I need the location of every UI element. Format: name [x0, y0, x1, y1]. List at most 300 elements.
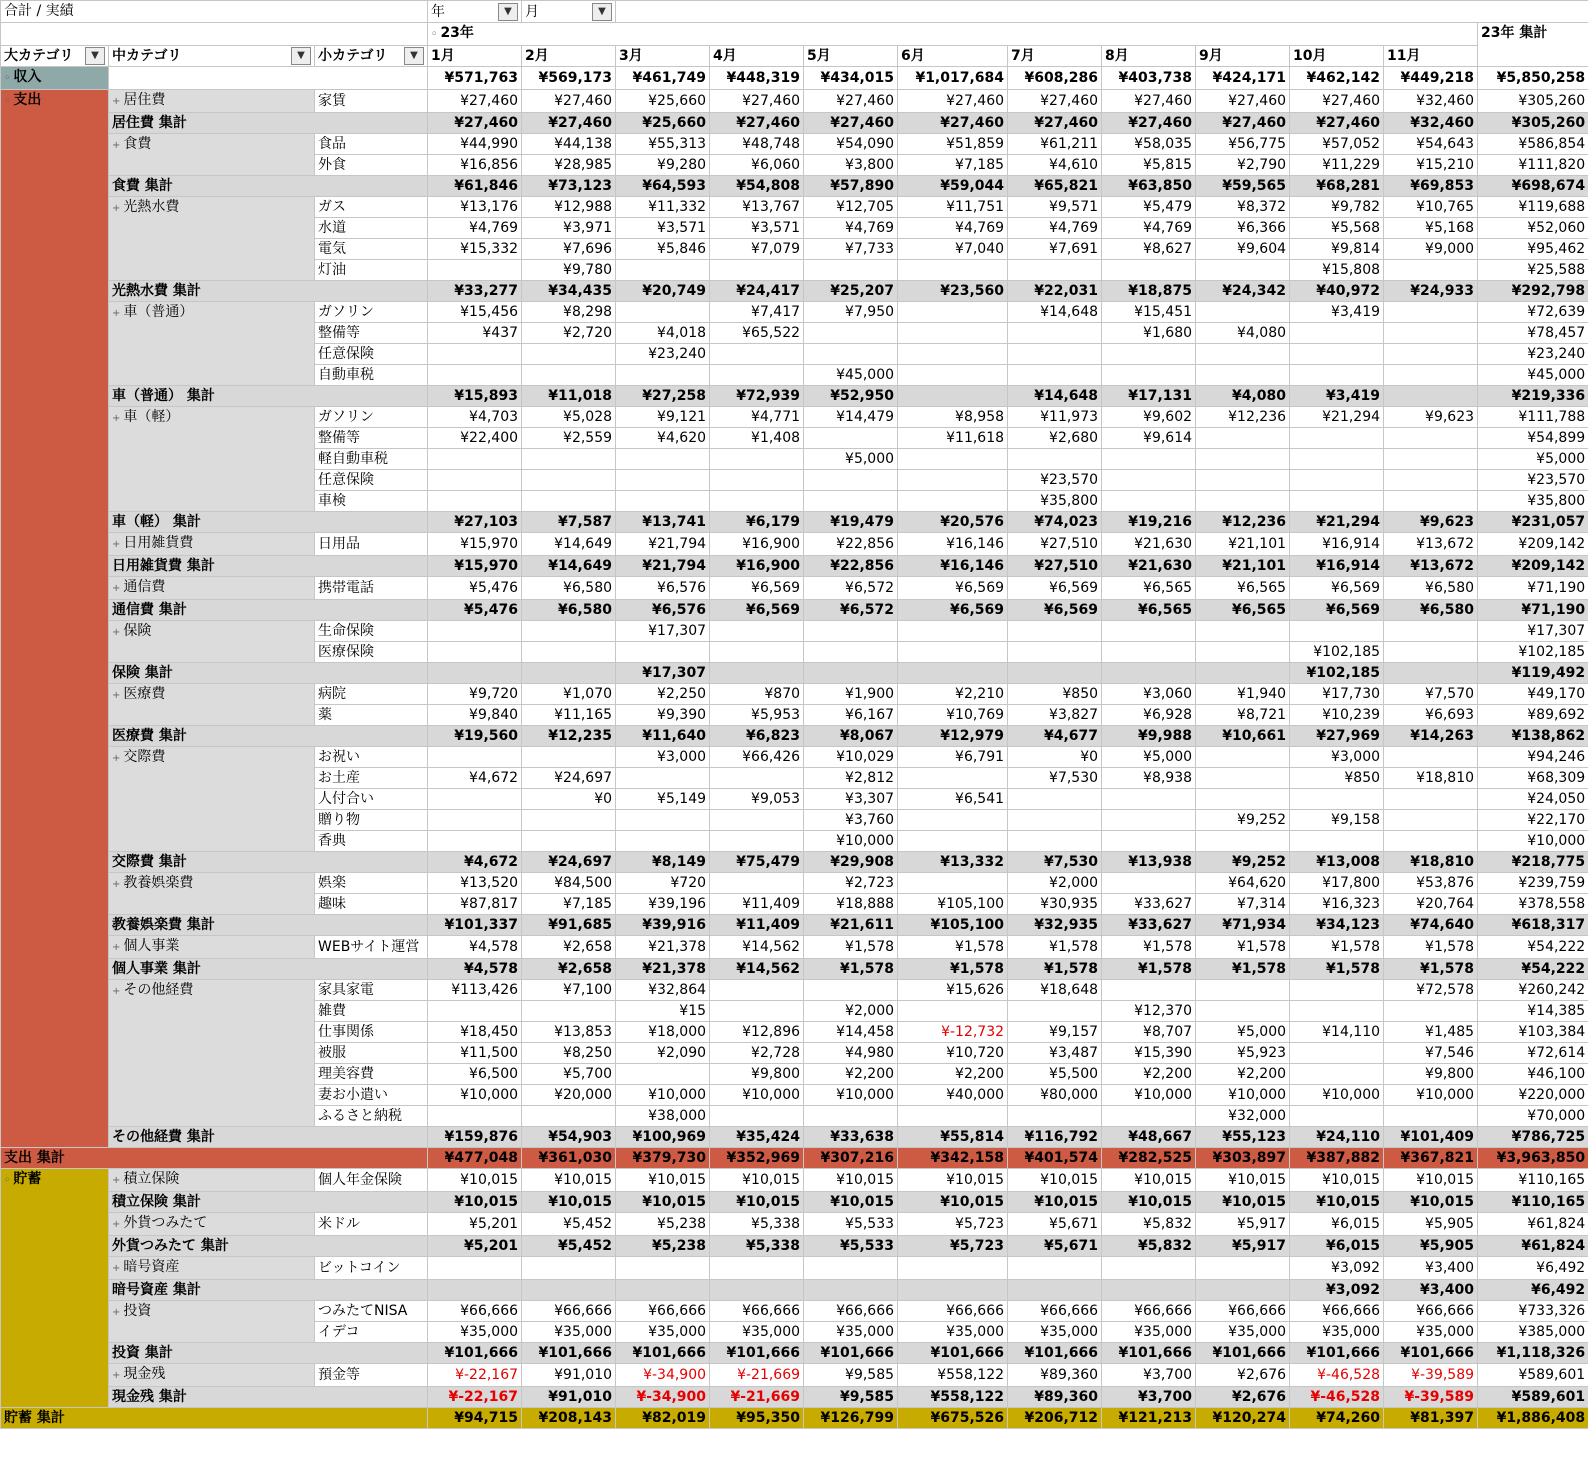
year-total-cell[interactable]: ¥219,336 [1478, 386, 1588, 407]
value-cell[interactable]: ¥4,980 [804, 1043, 898, 1064]
value-cell[interactable]: ¥17,800 [1290, 873, 1384, 894]
value-cell[interactable] [710, 831, 804, 852]
value-cell[interactable] [898, 1001, 1008, 1022]
value-cell[interactable]: ¥850 [1008, 684, 1102, 705]
expand-toggle-icon[interactable]: + [112, 539, 121, 550]
year-total-cell[interactable]: ¥24,050 [1478, 789, 1588, 810]
middle-category-cell[interactable] [109, 936, 315, 959]
value-cell[interactable]: ¥7,546 [1384, 1043, 1478, 1064]
year-total-cell[interactable]: ¥111,788 [1478, 407, 1588, 428]
value-cell[interactable]: ¥12,370 [1102, 1001, 1196, 1022]
value-cell[interactable]: ¥27,510 [1008, 556, 1102, 577]
value-cell[interactable]: ¥448,319 [710, 67, 804, 90]
minor-category-cell[interactable]: 車検 [315, 491, 428, 512]
value-cell[interactable]: ¥5,671 [1008, 1213, 1102, 1236]
year-total-cell[interactable]: ¥23,240 [1478, 344, 1588, 365]
value-cell[interactable]: ¥19,216 [1102, 512, 1196, 533]
value-cell[interactable]: ¥5,338 [710, 1236, 804, 1257]
value-cell[interactable]: ¥282,525 [1102, 1148, 1196, 1169]
value-cell[interactable]: ¥7,100 [522, 980, 616, 1001]
value-cell[interactable]: ¥73,123 [522, 176, 616, 197]
value-cell[interactable] [710, 1280, 804, 1301]
value-cell[interactable] [1102, 491, 1196, 512]
value-cell[interactable] [522, 491, 616, 512]
filter-dropdown-icon[interactable]: ▼ [85, 47, 105, 65]
value-cell[interactable]: ¥12,236 [1196, 407, 1290, 428]
value-cell[interactable] [1384, 642, 1478, 663]
value-cell[interactable]: ¥48,667 [1102, 1127, 1196, 1148]
value-cell[interactable]: ¥1,578 [1102, 936, 1196, 959]
value-cell[interactable] [1008, 365, 1102, 386]
year-total-cell[interactable]: ¥14,385 [1478, 1001, 1588, 1022]
value-cell[interactable] [428, 491, 522, 512]
expand-toggle-icon[interactable]: + [112, 1370, 121, 1381]
value-cell[interactable]: ¥13,332 [898, 852, 1008, 873]
middle-category-cell[interactable] [109, 1213, 315, 1236]
value-cell[interactable]: ¥101,666 [1290, 1343, 1384, 1364]
value-cell[interactable] [1384, 1001, 1478, 1022]
value-cell[interactable]: ¥11,973 [1008, 407, 1102, 428]
value-cell[interactable]: ¥6,569 [710, 577, 804, 600]
value-cell[interactable]: ¥84,500 [522, 873, 616, 894]
value-cell[interactable]: ¥19,560 [428, 726, 522, 747]
value-cell[interactable]: ¥15 [616, 1001, 710, 1022]
value-cell[interactable]: ¥5,452 [522, 1236, 616, 1257]
value-cell[interactable]: ¥9,840 [428, 705, 522, 726]
value-cell[interactable]: ¥27,460 [428, 113, 522, 134]
value-cell[interactable] [1008, 449, 1102, 470]
value-cell[interactable]: ¥6,015 [1290, 1236, 1384, 1257]
value-cell[interactable]: ¥9,720 [428, 684, 522, 705]
value-cell[interactable]: ¥2,812 [804, 768, 898, 789]
value-cell[interactable]: ¥16,323 [1290, 894, 1384, 915]
value-cell[interactable] [1290, 449, 1384, 470]
value-cell[interactable]: ¥21,794 [616, 556, 710, 577]
value-cell[interactable] [1290, 344, 1384, 365]
value-cell[interactable] [1290, 1043, 1384, 1064]
value-cell[interactable] [1102, 621, 1196, 642]
value-cell[interactable]: ¥75,479 [710, 852, 804, 873]
value-cell[interactable] [1008, 663, 1102, 684]
value-cell[interactable]: ¥8,721 [1196, 705, 1290, 726]
value-cell[interactable]: ¥-34,900 [616, 1364, 710, 1387]
value-cell[interactable]: ¥15,970 [428, 533, 522, 556]
value-cell[interactable]: ¥27,460 [522, 90, 616, 113]
collapse-toggle-icon[interactable]: ◦ [4, 1175, 11, 1186]
value-cell[interactable]: ¥27,460 [1290, 113, 1384, 134]
middle-category-cell[interactable] [109, 1364, 315, 1387]
value-cell[interactable]: ¥7,950 [804, 302, 898, 323]
value-cell[interactable] [898, 449, 1008, 470]
minor-category-cell[interactable]: 任意保険 [315, 470, 428, 491]
value-cell[interactable]: ¥10,015 [710, 1192, 804, 1213]
value-cell[interactable]: ¥1,578 [804, 936, 898, 959]
value-cell[interactable]: ¥105,100 [898, 894, 1008, 915]
value-cell[interactable] [428, 831, 522, 852]
value-cell[interactable] [1102, 873, 1196, 894]
value-cell[interactable]: ¥6,569 [898, 600, 1008, 621]
value-cell[interactable]: ¥102,185 [1290, 642, 1384, 663]
value-cell[interactable] [1196, 260, 1290, 281]
value-cell[interactable]: ¥5,846 [616, 239, 710, 260]
value-cell[interactable] [898, 344, 1008, 365]
value-cell[interactable]: ¥15,210 [1384, 155, 1478, 176]
minor-category-cell[interactable]: ガソリン [315, 302, 428, 323]
value-cell[interactable]: ¥18,875 [1102, 281, 1196, 302]
value-cell[interactable]: ¥-22,167 [428, 1387, 522, 1408]
value-cell[interactable] [710, 980, 804, 1001]
value-cell[interactable]: ¥21,101 [1196, 533, 1290, 556]
value-cell[interactable]: ¥10,000 [1290, 1085, 1384, 1106]
value-cell[interactable]: ¥21,101 [1196, 556, 1290, 577]
value-cell[interactable]: ¥57,890 [804, 176, 898, 197]
minor-category-cell[interactable]: 任意保険 [315, 344, 428, 365]
value-cell[interactable]: ¥11,332 [616, 197, 710, 218]
value-cell[interactable]: ¥66,666 [1196, 1301, 1290, 1322]
value-cell[interactable]: ¥-34,900 [616, 1387, 710, 1408]
minor-category-cell[interactable]: 家賃 [315, 90, 428, 113]
value-cell[interactable] [1384, 810, 1478, 831]
value-cell[interactable]: ¥27,460 [1102, 113, 1196, 134]
middle-category-cell[interactable] [109, 873, 315, 915]
minor-category-cell[interactable]: WEBサイト運営 [315, 936, 428, 959]
year-total-cell[interactable]: ¥378,558 [1478, 894, 1588, 915]
value-cell[interactable]: ¥3,571 [710, 218, 804, 239]
value-cell[interactable]: ¥6,565 [1102, 577, 1196, 600]
value-cell[interactable]: ¥39,916 [616, 915, 710, 936]
value-cell[interactable]: ¥8,149 [616, 852, 710, 873]
value-cell[interactable]: ¥22,031 [1008, 281, 1102, 302]
value-cell[interactable] [1196, 344, 1290, 365]
value-cell[interactable]: ¥6,541 [898, 789, 1008, 810]
value-cell[interactable]: ¥10,765 [1384, 197, 1478, 218]
minor-category-cell[interactable]: 日用品 [315, 533, 428, 556]
value-cell[interactable]: ¥352,969 [710, 1148, 804, 1169]
value-cell[interactable]: ¥11,500 [428, 1043, 522, 1064]
value-cell[interactable]: ¥3,400 [1384, 1257, 1478, 1280]
value-cell[interactable]: ¥13,672 [1384, 556, 1478, 577]
year-total-cell[interactable]: ¥6,492 [1478, 1280, 1588, 1301]
value-cell[interactable]: ¥6,572 [804, 577, 898, 600]
value-cell[interactable] [1196, 1001, 1290, 1022]
value-cell[interactable] [1008, 642, 1102, 663]
minor-category-cell[interactable]: 病院 [315, 684, 428, 705]
value-cell[interactable]: ¥3,700 [1102, 1387, 1196, 1408]
value-cell[interactable]: ¥64,593 [616, 176, 710, 197]
value-cell[interactable]: ¥74,260 [1290, 1408, 1384, 1429]
year-total-cell[interactable]: ¥46,100 [1478, 1064, 1588, 1085]
value-cell[interactable] [804, 642, 898, 663]
value-cell[interactable]: ¥8,250 [522, 1043, 616, 1064]
value-cell[interactable] [1196, 663, 1290, 684]
value-cell[interactable]: ¥15,970 [428, 556, 522, 577]
value-cell[interactable] [1102, 789, 1196, 810]
value-cell[interactable]: ¥27,969 [1290, 726, 1384, 747]
value-cell[interactable]: ¥61,846 [428, 176, 522, 197]
year-total-cell[interactable]: ¥786,725 [1478, 1127, 1588, 1148]
value-cell[interactable]: ¥14,110 [1290, 1022, 1384, 1043]
year-field-button[interactable] [428, 1, 522, 23]
value-cell[interactable]: ¥2,790 [1196, 155, 1290, 176]
value-cell[interactable]: ¥32,935 [1008, 915, 1102, 936]
value-cell[interactable] [710, 768, 804, 789]
value-cell[interactable] [1008, 831, 1102, 852]
year-total-cell[interactable]: ¥68,309 [1478, 768, 1588, 789]
value-cell[interactable] [1290, 980, 1384, 1001]
value-cell[interactable] [428, 663, 522, 684]
value-cell[interactable] [1384, 365, 1478, 386]
value-cell[interactable]: ¥6,576 [616, 600, 710, 621]
value-cell[interactable]: ¥35,000 [898, 1322, 1008, 1343]
value-cell[interactable]: ¥15,390 [1102, 1043, 1196, 1064]
value-cell[interactable]: ¥66,666 [898, 1301, 1008, 1322]
value-cell[interactable]: ¥101,666 [710, 1343, 804, 1364]
value-cell[interactable]: ¥13,008 [1290, 852, 1384, 873]
year-total-cell[interactable]: ¥618,317 [1478, 915, 1588, 936]
value-cell[interactable]: ¥13,520 [428, 873, 522, 894]
value-cell[interactable] [428, 621, 522, 642]
major-category-cell[interactable] [1, 67, 109, 90]
value-cell[interactable]: ¥4,769 [428, 218, 522, 239]
value-cell[interactable]: ¥121,213 [1102, 1408, 1196, 1429]
value-cell[interactable]: ¥6,693 [1384, 705, 1478, 726]
value-cell[interactable]: ¥33,627 [1102, 894, 1196, 915]
minor-category-cell[interactable]: 整備等 [315, 323, 428, 344]
value-cell[interactable]: ¥20,000 [522, 1085, 616, 1106]
value-cell[interactable] [1008, 621, 1102, 642]
value-cell[interactable]: ¥1,578 [804, 959, 898, 980]
value-cell[interactable]: ¥9,623 [1384, 407, 1478, 428]
value-cell[interactable] [1196, 621, 1290, 642]
value-cell[interactable]: ¥30,935 [1008, 894, 1102, 915]
value-cell[interactable] [428, 1280, 522, 1301]
value-cell[interactable]: ¥-22,167 [428, 1364, 522, 1387]
value-cell[interactable]: ¥6,576 [616, 577, 710, 600]
value-cell[interactable]: ¥19,479 [804, 512, 898, 533]
value-cell[interactable]: ¥3,760 [804, 810, 898, 831]
value-cell[interactable]: ¥461,749 [616, 67, 710, 90]
value-cell[interactable] [1102, 344, 1196, 365]
value-cell[interactable]: ¥10,029 [804, 747, 898, 768]
value-cell[interactable] [1102, 260, 1196, 281]
year-total-cell[interactable]: ¥119,492 [1478, 663, 1588, 684]
filter-dropdown-icon[interactable]: ▼ [592, 3, 612, 21]
value-cell[interactable]: ¥10,000 [616, 1085, 710, 1106]
value-cell[interactable]: ¥14,649 [522, 556, 616, 577]
value-cell[interactable]: ¥14,649 [522, 533, 616, 556]
value-cell[interactable]: ¥208,143 [522, 1408, 616, 1429]
value-cell[interactable]: ¥4,080 [1196, 386, 1290, 407]
value-cell[interactable]: ¥32,460 [1384, 90, 1478, 113]
value-cell[interactable]: ¥16,914 [1290, 556, 1384, 577]
value-cell[interactable] [428, 1106, 522, 1127]
value-cell[interactable]: ¥1,680 [1102, 323, 1196, 344]
value-cell[interactable]: ¥5,000 [1196, 1022, 1290, 1043]
value-cell[interactable]: ¥3,419 [1290, 302, 1384, 323]
value-cell[interactable]: ¥34,435 [522, 281, 616, 302]
value-cell[interactable]: ¥10,239 [1290, 705, 1384, 726]
value-cell[interactable]: ¥61,211 [1008, 134, 1102, 155]
minor-category-cell[interactable]: 食品 [315, 134, 428, 155]
value-cell[interactable]: ¥10,000 [1102, 1085, 1196, 1106]
value-cell[interactable]: ¥56,775 [1196, 134, 1290, 155]
minor-category-cell[interactable]: 人付合い [315, 789, 428, 810]
value-cell[interactable]: ¥14,562 [710, 959, 804, 980]
minor-category-cell[interactable]: 整備等 [315, 428, 428, 449]
year-total-cell[interactable]: ¥1,118,326 [1478, 1343, 1588, 1364]
value-cell[interactable] [1290, 831, 1384, 852]
year-total-cell[interactable]: ¥589,601 [1478, 1364, 1588, 1387]
value-cell[interactable]: ¥5,700 [522, 1064, 616, 1085]
value-cell[interactable]: ¥27,460 [1196, 113, 1290, 134]
value-cell[interactable]: ¥7,417 [710, 302, 804, 323]
value-cell[interactable]: ¥35,000 [522, 1322, 616, 1343]
value-cell[interactable]: ¥3,571 [616, 218, 710, 239]
value-cell[interactable] [804, 344, 898, 365]
value-cell[interactable]: ¥1,408 [710, 428, 804, 449]
expand-toggle-icon[interactable]: + [112, 308, 121, 319]
year-total-cell[interactable]: ¥119,688 [1478, 197, 1588, 218]
value-cell[interactable]: ¥11,618 [898, 428, 1008, 449]
value-cell[interactable]: ¥3,000 [1290, 747, 1384, 768]
value-cell[interactable]: ¥424,171 [1196, 67, 1290, 90]
value-cell[interactable]: ¥10,015 [1102, 1192, 1196, 1213]
value-cell[interactable]: ¥11,409 [710, 894, 804, 915]
value-cell[interactable]: ¥12,236 [1196, 512, 1290, 533]
value-cell[interactable]: ¥9,571 [1008, 197, 1102, 218]
value-cell[interactable]: ¥27,510 [1008, 533, 1102, 556]
value-cell[interactable]: ¥850 [1290, 768, 1384, 789]
value-cell[interactable]: ¥7,314 [1196, 894, 1290, 915]
middle-category-cell[interactable] [109, 621, 315, 663]
value-cell[interactable]: ¥52,950 [804, 386, 898, 407]
value-cell[interactable] [1290, 491, 1384, 512]
value-cell[interactable] [428, 747, 522, 768]
value-cell[interactable]: ¥23,240 [616, 344, 710, 365]
value-cell[interactable]: ¥10,015 [1290, 1169, 1384, 1192]
value-cell[interactable]: ¥15,451 [1102, 302, 1196, 323]
value-cell[interactable]: ¥10,015 [1384, 1192, 1478, 1213]
value-cell[interactable] [1384, 621, 1478, 642]
value-cell[interactable] [522, 747, 616, 768]
value-cell[interactable]: ¥6,167 [804, 705, 898, 726]
value-cell[interactable]: ¥10,015 [1102, 1169, 1196, 1192]
value-cell[interactable] [1102, 663, 1196, 684]
value-cell[interactable] [522, 470, 616, 491]
value-cell[interactable]: ¥4,703 [428, 407, 522, 428]
value-cell[interactable]: ¥91,010 [522, 1387, 616, 1408]
value-cell[interactable] [1008, 789, 1102, 810]
value-cell[interactable] [1008, 1257, 1102, 1280]
value-cell[interactable]: ¥6,569 [1290, 600, 1384, 621]
minor-category-cell[interactable]: ビットコイン [315, 1257, 428, 1280]
collapse-toggle-icon[interactable]: ◦ [4, 96, 11, 107]
value-cell[interactable]: ¥59,565 [1196, 176, 1290, 197]
value-cell[interactable]: ¥101,666 [1102, 1343, 1196, 1364]
value-cell[interactable] [898, 491, 1008, 512]
value-cell[interactable]: ¥12,705 [804, 197, 898, 218]
value-cell[interactable] [1102, 831, 1196, 852]
value-cell[interactable]: ¥2,680 [1008, 428, 1102, 449]
value-cell[interactable]: ¥82,019 [616, 1408, 710, 1429]
value-cell[interactable] [1102, 365, 1196, 386]
value-cell[interactable]: ¥54,808 [710, 176, 804, 197]
year-total-cell[interactable]: ¥231,057 [1478, 512, 1588, 533]
value-cell[interactable]: ¥35,000 [428, 1322, 522, 1343]
value-cell[interactable]: ¥9,158 [1290, 810, 1384, 831]
year-group-header[interactable] [428, 23, 1478, 46]
month-field-button[interactable] [522, 1, 616, 23]
value-cell[interactable]: ¥6,580 [1384, 577, 1478, 600]
minor-category-cell[interactable]: ふるさと納税 [315, 1106, 428, 1127]
value-cell[interactable]: ¥51,859 [898, 134, 1008, 155]
value-cell[interactable]: ¥303,897 [1196, 1148, 1290, 1169]
value-cell[interactable]: ¥18,450 [428, 1022, 522, 1043]
value-cell[interactable] [804, 428, 898, 449]
value-cell[interactable]: ¥65,821 [1008, 176, 1102, 197]
value-cell[interactable]: ¥6,569 [1290, 577, 1384, 600]
value-cell[interactable]: ¥3,971 [522, 218, 616, 239]
expand-toggle-icon[interactable]: + [112, 942, 121, 953]
value-cell[interactable] [898, 873, 1008, 894]
value-cell[interactable]: ¥12,988 [522, 197, 616, 218]
value-cell[interactable]: ¥22,400 [428, 428, 522, 449]
value-cell[interactable]: ¥9,390 [616, 705, 710, 726]
minor-category-cell[interactable]: 薬 [315, 705, 428, 726]
value-cell[interactable]: ¥16,146 [898, 556, 1008, 577]
value-cell[interactable]: ¥10,000 [804, 831, 898, 852]
value-cell[interactable]: ¥10,015 [898, 1169, 1008, 1192]
value-cell[interactable] [1384, 663, 1478, 684]
value-cell[interactable]: ¥10,015 [1384, 1169, 1478, 1192]
year-total-cell[interactable]: ¥110,165 [1478, 1169, 1588, 1192]
chevron-down-icon[interactable]: ▼ [291, 47, 311, 65]
value-cell[interactable]: ¥-39,589 [1384, 1364, 1478, 1387]
minor-category-cell[interactable]: 妻お小遣い [315, 1085, 428, 1106]
value-cell[interactable] [1384, 260, 1478, 281]
value-cell[interactable]: ¥675,526 [898, 1408, 1008, 1429]
value-cell[interactable]: ¥3,307 [804, 789, 898, 810]
value-cell[interactable]: ¥2,658 [522, 936, 616, 959]
value-cell[interactable]: ¥5,905 [1384, 1236, 1478, 1257]
value-cell[interactable]: ¥6,580 [522, 600, 616, 621]
value-cell[interactable]: ¥10,000 [1384, 1085, 1478, 1106]
value-cell[interactable]: ¥4,769 [1102, 218, 1196, 239]
value-cell[interactable]: ¥6,928 [1102, 705, 1196, 726]
value-cell[interactable] [1196, 642, 1290, 663]
value-cell[interactable]: ¥66,666 [710, 1301, 804, 1322]
value-cell[interactable] [898, 768, 1008, 789]
value-cell[interactable] [522, 1257, 616, 1280]
value-cell[interactable]: ¥63,850 [1102, 176, 1196, 197]
value-cell[interactable]: ¥4,018 [616, 323, 710, 344]
value-cell[interactable]: ¥449,218 [1384, 67, 1478, 90]
value-cell[interactable] [1290, 1001, 1384, 1022]
value-cell[interactable]: ¥-21,669 [710, 1364, 804, 1387]
year-total-cell[interactable]: ¥6,492 [1478, 1257, 1588, 1280]
value-cell[interactable]: ¥4,620 [616, 428, 710, 449]
expand-toggle-icon[interactable]: + [112, 1219, 121, 1230]
value-cell[interactable]: ¥11,409 [710, 915, 804, 936]
year-total-cell[interactable]: ¥589,601 [1478, 1387, 1588, 1408]
value-cell[interactable]: ¥40,000 [898, 1085, 1008, 1106]
value-cell[interactable]: ¥2,200 [898, 1064, 1008, 1085]
value-cell[interactable]: ¥8,067 [804, 726, 898, 747]
value-cell[interactable] [710, 663, 804, 684]
value-cell[interactable]: ¥608,286 [1008, 67, 1102, 90]
value-cell[interactable]: ¥21,378 [616, 936, 710, 959]
value-cell[interactable]: ¥100,969 [616, 1127, 710, 1148]
